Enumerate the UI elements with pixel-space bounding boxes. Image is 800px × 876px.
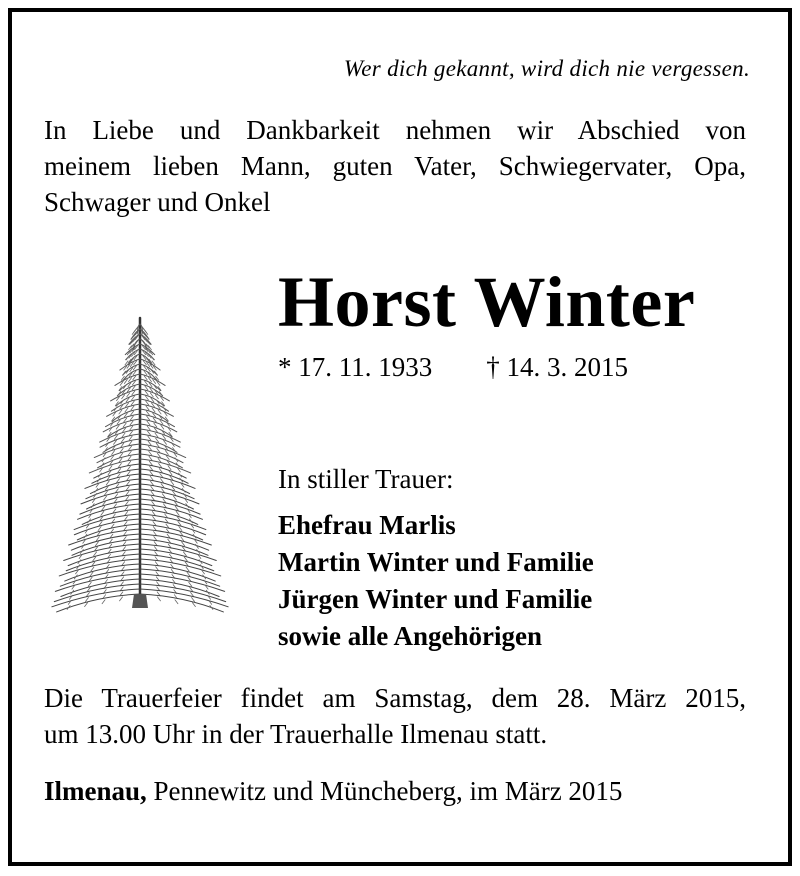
birth-date: * 17. 11. 1933: [278, 352, 433, 382]
closing-line: [44, 776, 622, 807]
mourner-item: Jürgen Winter und Familie: [278, 584, 593, 614]
intro-line-1: In Liebe und Dankbarkeit nehmen wir Abschied von: [44, 115, 746, 145]
death-date: † 14. 3. 2015: [486, 352, 628, 382]
mourner-item: Ehefrau Marlis: [278, 510, 456, 540]
motto-quote: Wer dich gekannt, wird dich nie vergessen.: [343, 56, 750, 81]
intro-text: [44, 112, 746, 220]
mourner-item: Martin Winter und Familie: [278, 547, 594, 577]
ceremony-line-1: Die Trauerfeier findet am Samstag, dem 28. März 2015,: [44, 683, 746, 713]
intro-line-2: meinem lieben Mann, guten Vater, Schwiegervater, Opa,: [44, 151, 746, 181]
mourner-item: sowie alle Angehörigen: [278, 621, 542, 651]
closing-place: Ilmenau,: [44, 776, 147, 806]
intro-line-3: Schwager und Onkel: [44, 187, 271, 217]
closing-rest: Pennewitz und Müncheberg, im März 2015: [146, 776, 623, 806]
ceremony-text: [44, 680, 746, 752]
fir-tree-icon: [48, 314, 232, 614]
life-dates: [278, 352, 628, 383]
mourning-heading: In stiller Trauer:: [278, 464, 454, 494]
ceremony-line-2: um 13.00 Uhr in der Trauerhalle Ilmenau statt.: [44, 719, 548, 749]
mourner-list: [278, 507, 594, 655]
deceased-name: Horst Winter: [278, 262, 696, 342]
